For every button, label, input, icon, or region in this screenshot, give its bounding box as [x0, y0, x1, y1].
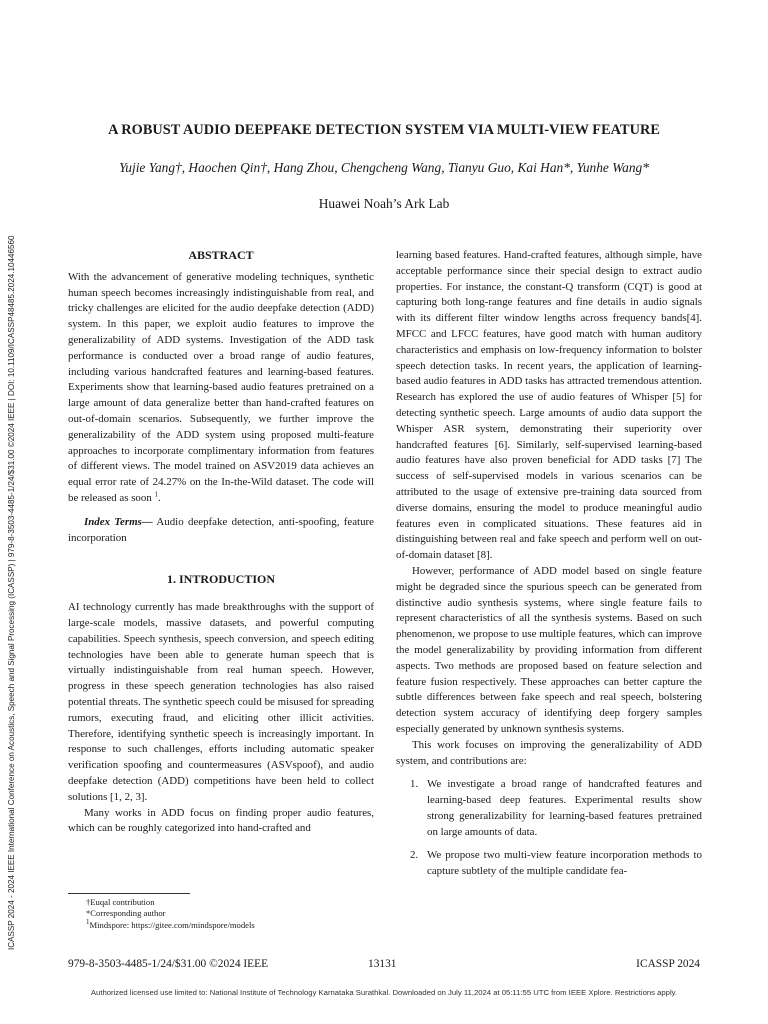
footnote-corresponding: *Corresponding author [86, 908, 166, 919]
footer-copyright: 979-8-3503-4485-1/24/$31.00 ©2024 IEEE [68, 958, 269, 970]
authorized-notice: Authorized licensed use limited to: National Institute of Technology Karnataka Surathkal. Downloaded on July 11,2024 at 05:11:55 UTC from IEEE Xplore. Restrictions apply. [90, 988, 678, 997]
page-footer [68, 958, 700, 974]
list-item: 1. We investigate a broad range of handcrafted features and learning-based deep features. Experimental results show strong generalizability for learning-based features pretrained on large amounts of data. [410, 778, 702, 838]
author-list: Yujie Yang†, Haochen Qin†, Hang Zhou, Chengcheng Wang, Tianyu Guo, Kai Han*, Yunhe Wang* [119, 160, 649, 175]
index-terms-label: Index Terms— [84, 515, 153, 528]
footnote-mark[interactable]: 1 [154, 490, 158, 499]
right-column [396, 248, 702, 888]
affiliation: Huawei Noah’s Ark Lab [318, 196, 450, 211]
abstract-heading: ABSTRACT [188, 248, 254, 262]
list-item: 2. We propose two multi-view feature incorporation methods to capture subtlety of the multiple candidate fea- [410, 849, 702, 878]
page-number: 13131 [368, 958, 397, 970]
body-paragraph-2: However, performance of ADD model based on single feature might be degraded since the spurious speech can be generated from distinctive audio synthesis systems, where single feature fails to represent characteristics of all the synthesis systems. Based on such phenomenon, we propose to use multiple features, which can improve the model generalizability by providing information from different aspects. Two methods are proposed based on feature selection and feature fusion respectively. These approaches can better capture the subtle differences between fake speech and real speech, bolstering detection system accuracy of identifying deep forgery samples especially generated by unknown synthesis systems. [396, 564, 702, 735]
footnote-equal: †Euqal contribution [86, 897, 155, 907]
introduction-heading: 1. INTRODUCTION [166, 572, 275, 587]
index-terms: Index Terms— Audio deepfake detection, anti-spoofing, feature incorporation [68, 515, 374, 544]
left-column [68, 248, 374, 837]
paper-title: A ROBUST AUDIO DEEPFAKE DETECTION SYSTEM VIA MULTI-VIEW FEATURE [108, 122, 660, 138]
intro-paragraph-1: AI technology currently has made breakthroughs with the support of large-scale models, massive datasets, and powerful computing capabilities. Speech synthesis, speech conversion, and speech editing technologies have been able to generate human speech that is virtually indistinguishable from real human speech. However, progress in these speech generation technologies has also raised potential threats. The synthetic speech could be misused for spreading rumors, executing fraud, and eliciting other illicit activities. Therefore, identifying synthetic speech is increasingly important. In response to such challenges, efforts including automatic speaker verification spoofing and countermeasures (ASVspoof), and audio deepfake detection (ADD) competitions have been held to collect solutions [1, 2, 3]. [68, 601, 374, 803]
side-banner: ICASSP 2024 - 2024 IEEE International Conference on Acoustics, Speech and Signal Processing (ICASSP) | 979-8-3503-4485-1/24/$31.00 ©2024 IEEE | DOI: 10.1109/ICASSP48485.2024.10446560 [7, 235, 16, 950]
footnote-rule [68, 893, 190, 894]
footnote-mindspore: $^1$Mindspore: https://gitee.com/mindspore/models [86, 917, 255, 930]
footer-conference: ICASSP 2024 [636, 958, 700, 970]
abstract-text: With the advancement of generative modeling techniques, synthetic human speech becomes increasingly indistinguishable from real, and tricky challenges are elicited for the audio deepfake detection (ADD) system. In this paper, we exploit audio features to improve the generalizability of ADD systems. Investigation of the ADD task performance is conducted over a broad range of audio features, including various handcrafted features and learning-based features. Experiments show that learning-based audio features pretrained on a large amount of data generalize better than hand-crafted features on out-of-domain scenarios. Subsequently, we further improve the generalizability of the ADD system using proposed multi-feature approaches to incorporate complimentary information from features of different views. The model trained on ASV2019 data achieves an equal error rate of 24.27% on the In-the-Wild dataset. The code will be released as soon $^1$. [68, 270, 374, 504]
contribution-list [396, 777, 702, 880]
intro-paragraph-2: Many works in ADD focus on finding proper audio features, which can be roughly categorized into hand-crafted and [68, 806, 374, 835]
footnotes [68, 893, 374, 931]
body-paragraph-1: learning based features. Hand-crafted features, although simple, have acceptable performance since their special design to extract audio properties. For instance, the constant-Q transform (CQT) is good at capturing both long-range features and fine details in audio signals with its different filter window lengths across frequency bands[4]. MFCC and LFCC features, have good match with human auditory characteristics and emphasis on low-frequency information to bolster speech detection tasks. In recent years, the application of learning-based audio features in ADD tasks has attracted tremendous attention. Research has explored the use of audio features of Whisper [5] for detecting synthetic speech. Large amounts of audio data support the Whisper ASR system, demonstrating their superiority over handcrafted features [6]. Similarly, self-supervised learning-based audio features have also proven beneficial for ADD tasks [7] The success of self-supervised models in various scenarios can be attributed to the usage of extensive pre-training data sourced from diverse domains, ensuring the model to produce meaningful audio features even in complicated situations. These features aid in distinguishing between real and fake speech and perform well on out-of-domain dataset [8]. [396, 249, 702, 562]
body-paragraph-3: This work focuses on improving the generalizability of ADD system, and contributions are: [396, 738, 702, 767]
